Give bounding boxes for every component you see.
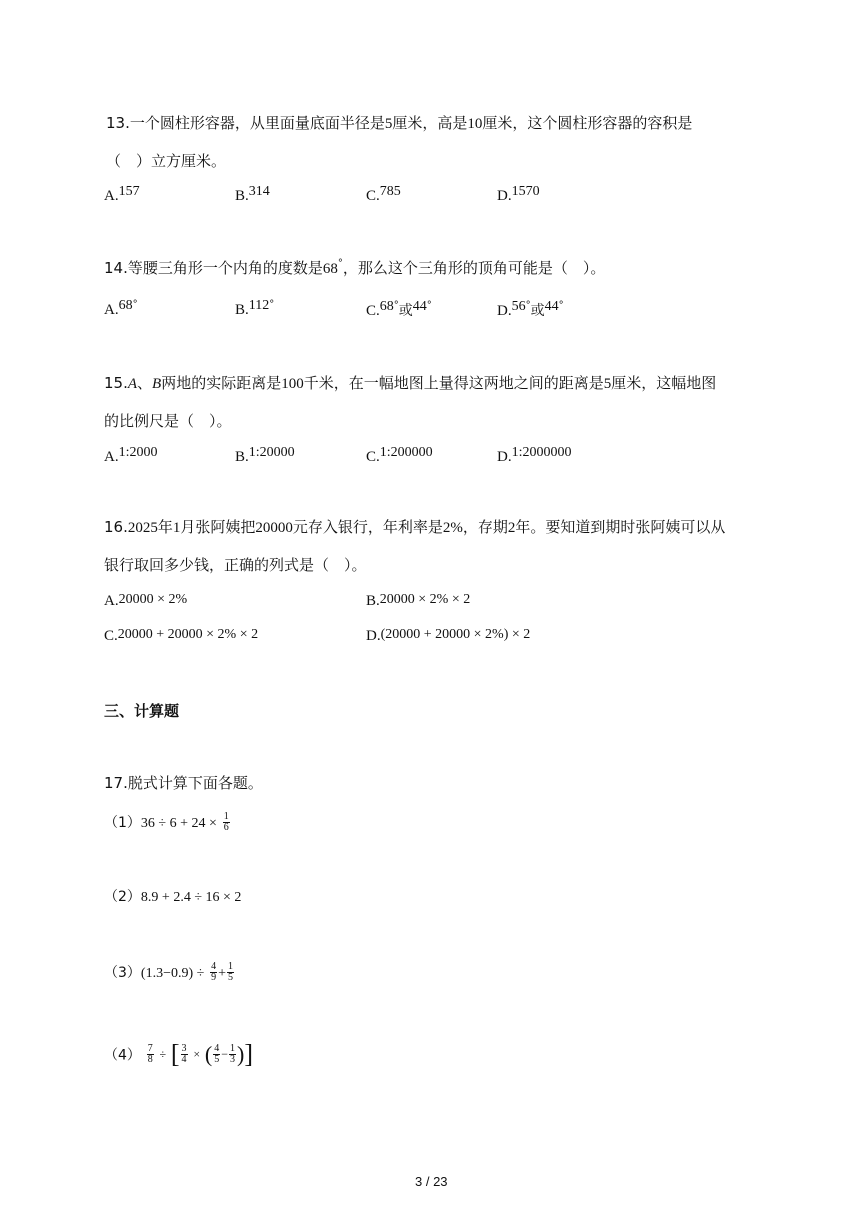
- q13-option-a[interactable]: A.157: [104, 184, 140, 204]
- q14-option-a[interactable]: A.68°: [104, 298, 138, 318]
- question-16-line2: 银行取回多少钱，正确的列式是（ ）。: [104, 556, 367, 574]
- left-paren-icon: (: [204, 1041, 213, 1067]
- fraction: $\frac{4}{9}$: [211, 961, 217, 983]
- q17-item-2: （2）8.9 + 2.4 ÷ 16 × 2: [104, 889, 242, 905]
- question-17-title: 17.脱式计算下面各题。: [104, 774, 263, 792]
- q13-option-c[interactable]: C.785: [366, 184, 401, 204]
- q14-option-b[interactable]: B.112°: [235, 298, 275, 318]
- question-15-line1: 15.A、B两地的实际距离是100千米，在一幅地图上量得这两地之间的距离是5厘米，这幅地图: [104, 374, 717, 392]
- left-bracket-icon: [: [170, 1039, 180, 1069]
- fraction: $\frac{3}{4}$: [181, 1043, 187, 1065]
- q14-option-d[interactable]: D.56°或44°: [497, 299, 564, 319]
- right-paren-icon: ): [236, 1041, 245, 1067]
- question-13-line2: （ ）立方厘米。: [106, 152, 227, 170]
- q13-text-c: 厘米，这个圆柱形容器的容积是: [482, 114, 693, 132]
- q13-text-a: 13.一个圆柱形容器，从里面量底面半径是: [106, 114, 385, 132]
- q15-option-a[interactable]: A.1:2000: [104, 445, 158, 465]
- q14-option-c[interactable]: C.68°或44°: [366, 299, 432, 319]
- question-16-line1: 16.2025年1月张阿姨把20000元存入银行，年利率是2%，存期2年。要知道到期时张阿姨可以从: [104, 518, 726, 536]
- q15-option-c[interactable]: C.1:200000: [366, 445, 433, 465]
- q17-item-3: （3）(1.3−0.9) ÷ $\frac{4}{9}$ + $\frac{1}{5}$: [104, 961, 234, 983]
- question-13-line1: [106, 112, 692, 133]
- fraction: $\frac{1}{6}$: [223, 811, 229, 833]
- question-14: 14.等腰三角形一个内角的度数是68°，那么这个三角形的顶角可能是（ ）。: [104, 258, 606, 277]
- section-heading: 三、计算题: [104, 702, 180, 720]
- q13-option-d[interactable]: D.1570: [497, 184, 540, 204]
- right-bracket-icon: ]: [244, 1039, 253, 1069]
- q13-option-b[interactable]: B.314: [235, 184, 270, 204]
- q15-option-b[interactable]: B.1:20000: [235, 445, 295, 465]
- q16-option-b[interactable]: B.20000 × 2% × 2: [366, 592, 471, 609]
- q13-radius: 5: [384, 116, 393, 132]
- q17-item-4: （4） $\frac{7}{8}$ ÷ [ $\frac{3}{4}$ × ( $\frac{4}{5}$ − $\frac{1}{3}$ )]: [104, 1039, 253, 1069]
- fraction: $\frac{4}{5}$: [214, 1043, 220, 1065]
- fraction: $\frac{1}{3}$: [229, 1043, 235, 1065]
- page-number: 3 / 23: [415, 1174, 448, 1189]
- q17-item-1: （1）36 ÷ 6 + 24 × $\frac{1}{6}$: [104, 811, 229, 833]
- q13-height: 10: [467, 116, 483, 132]
- q16-option-c[interactable]: C.20000 + 20000 × 2% × 2: [104, 627, 259, 644]
- fraction: $\frac{1}{5}$: [228, 961, 234, 983]
- fraction: $\frac{7}{8}$: [147, 1043, 153, 1065]
- q15-option-d[interactable]: D.1:2000000: [497, 445, 572, 465]
- question-15-line2: 的比例尺是（ ）。: [104, 412, 232, 430]
- q13-text-b: 厘米，高是: [392, 114, 468, 132]
- q16-option-d[interactable]: D.(20000 + 20000 × 2%) × 2: [366, 627, 531, 644]
- q16-option-a[interactable]: A.20000 × 2%: [104, 592, 188, 609]
